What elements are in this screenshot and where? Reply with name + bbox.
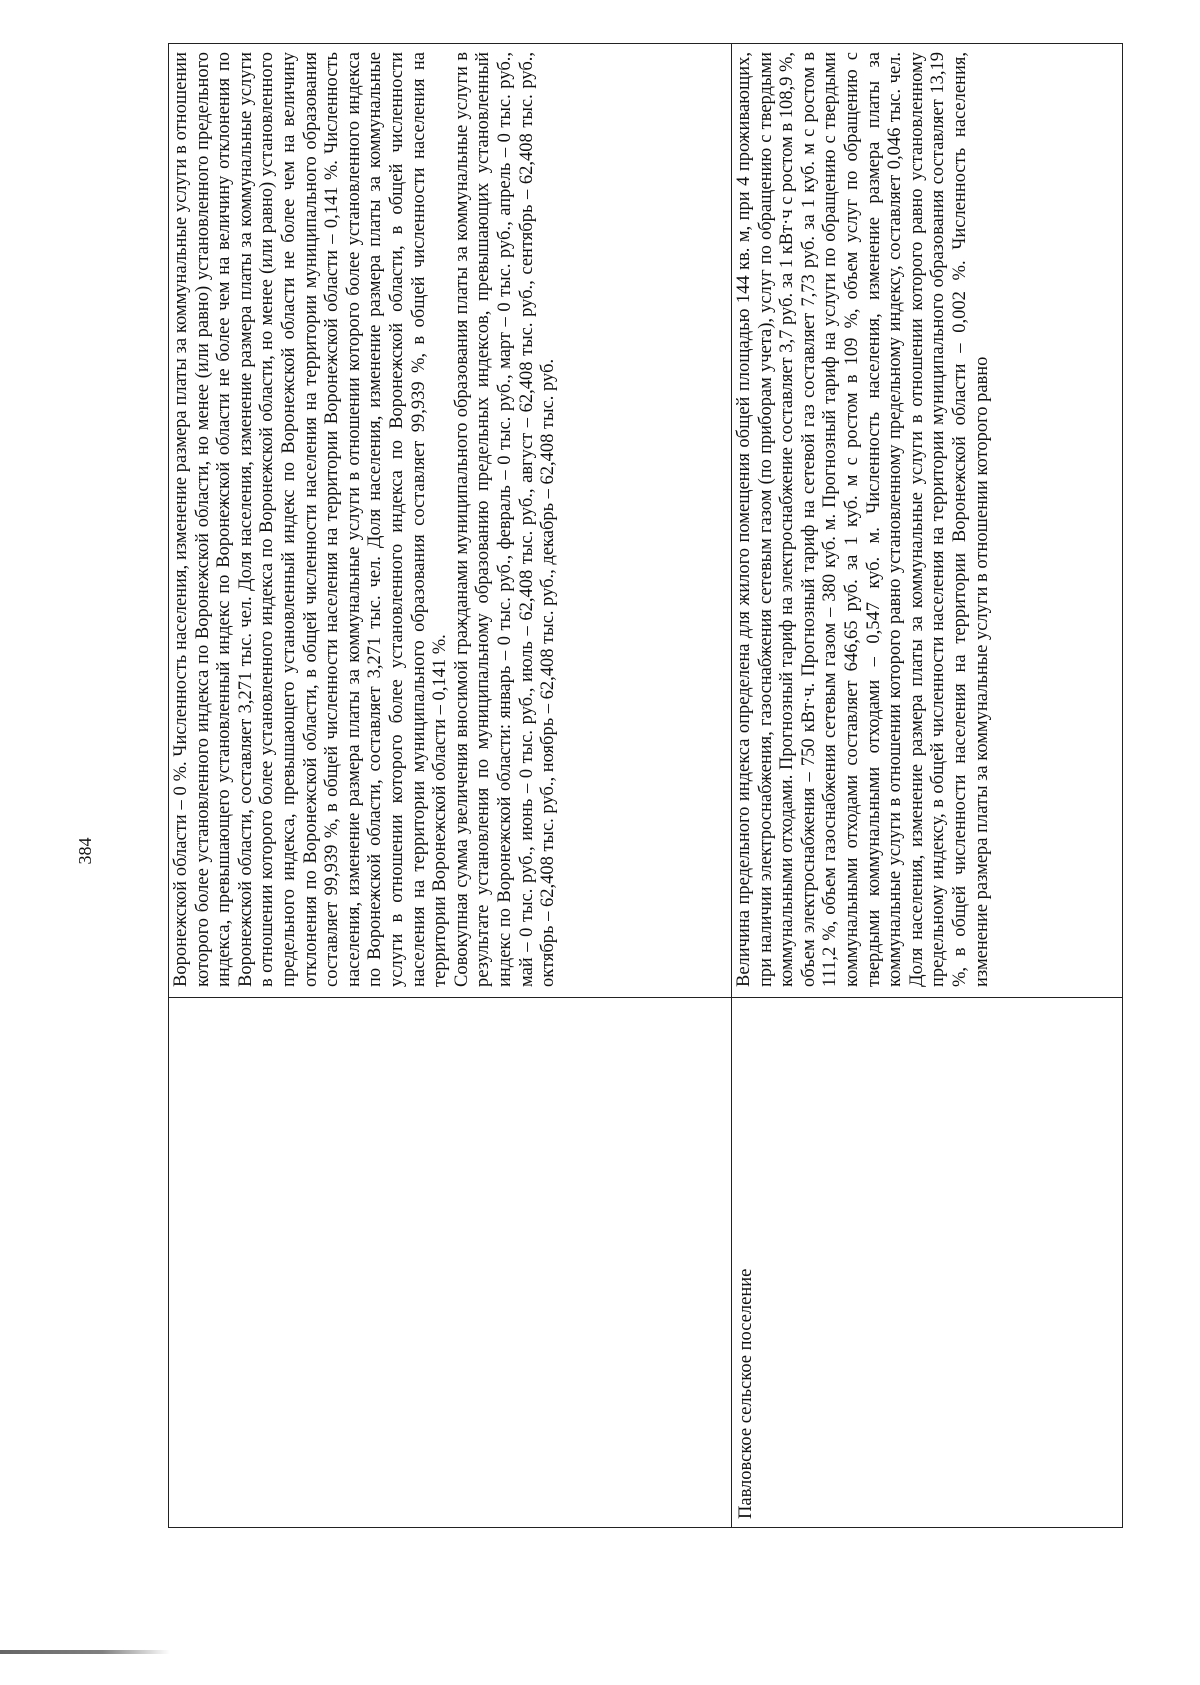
rotated-table-area (168, 43, 1123, 1528)
scan-edge-mark (0, 1650, 170, 1654)
data-table (168, 43, 1123, 1528)
table-row (169, 44, 732, 1527)
description-cell (169, 44, 731, 997)
description-cell (732, 44, 1122, 997)
settlement-name-cell: Павловское сельское поселение (732, 997, 1122, 1527)
description-paragraph: Воронежской области – 0 %. Численность населения, изменение размера платы за коммунальные услуги в отношении которого более установленного индекса по Воронежской области, но менее (или равно) установленного предельного индекса, превышающего установленный индекс по Воронежской области не более чем на величину отклонения по Воронежской области, составляет 3,271 тыс. чел. Доля населения, изменение размера платы за коммунальные услуги в отношении которого более установленного индекса по Воронежской области, но менее (или равно) установленного предельного индекса, превышающего установленный индекс по Воронежской области не более чем на величину отклонения по Воронежской области, в общей численности населения на территории муниципального образования составляет 99,939 %, в общей численности населения на территории Воронежской области – 0,141 %. Численность населения, изменение размера платы за коммунальные услуги в отношении которого более установленного индекса по Воронежской области, составляет 3,271 тыс. чел. Доля населения, изменение размера платы за коммунальные услуги в отношении которого более установленного индекса по Воронежской области, в общей численности населения на территории муниципального образования составляет 99,939 %, в общей численности населения на территории Воронежской области – 0,141 %. (171, 52, 451, 987)
settlement-name-cell (169, 997, 731, 1527)
description-paragraph: Совокупная сумма увеличения вносимой гражданами муниципального образования платы за коммунальные услуги в результате установления по муниципальному образованию предельных индексов, превышающих установленный индекс по Воронежской области: январь – 0 тыс. руб., февраль – 0 тыс. руб., март – 0 тыс. руб., апрель – 0 тыс. руб., май – 0 тыс. руб., июнь – 0 тыс. руб., июль – 62,408 тыс. руб., август – 62,408 тыс. руб., сентябрь – 62,408 тыс. руб., октябрь – 62,408 тыс. руб., ноябрь – 62,408 тыс. руб., декабрь – 62,408 тыс. руб. (451, 52, 559, 987)
description-paragraph: Величина предельного индекса определена для жилого помещения общей площадью 144 кв. м, при 4 проживающих, при наличии электроснабжения, газоснабжения сетевым газом (по приборам учета), услуг по обращению с твердыми коммунальными отходами. Прогнозный тариф на электроснабжение составляет 3,7 руб. за 1 кВт·ч с ростом в 108,9 %, объем электроснабжения – 750 кВт·ч. Прогнозный тариф на сетевой газ составляет 7,73 руб. за 1 куб. м с ростом в 111,2 %, объем газоснабжения сетевым газом – 380 куб. м. Прогнозный тариф на услуги по обращению с твердыми коммунальными отходами составляет 646,65 руб. за 1 куб. м с ростом в 109 %, объем услуг по обращению с твердыми коммунальными отходами – 0,547 куб. м. Численность населения, изменение размера платы за коммунальные услуги в отношении которого равно установленному предельному индексу, составляет 0,046 тыс. чел. Доля населения, изменение размера платы за коммунальные услуги в отношении которого равно установленному предельному индексу, в общей численности населения на территории муниципального образования составляет 13,19 %, в общей численности населения на территории Воронежской области – 0,002 %. Численность населения, изменение размера платы за коммунальные услуги в отношении которого равно (734, 52, 992, 987)
page-number: 384 (75, 837, 95, 865)
table-row (732, 44, 1122, 1527)
